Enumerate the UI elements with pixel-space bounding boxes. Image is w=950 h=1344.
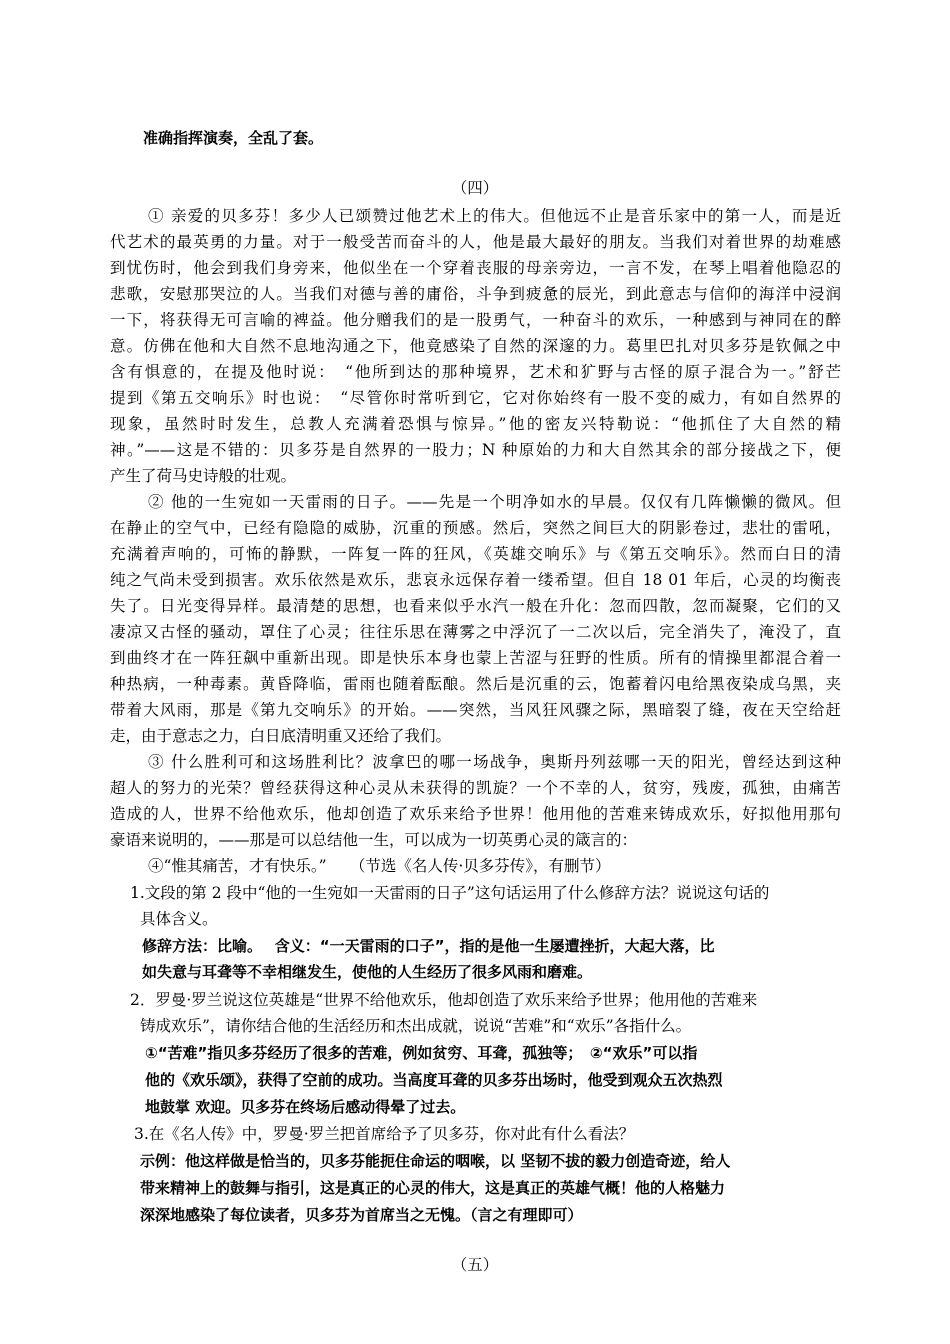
text-line: 提到《第五交响乐》时也说： “尽管你时常听到它，它对你始终有一股不变的威力，有如自然界的: [110, 389, 841, 407]
answer-text: 地鼓掌 欢迎。贝多芬在终场后感动得晕了过去。: [145, 1098, 466, 1116]
previous-answer-line: 准确指挥演奏，全乱了套。: [143, 129, 324, 147]
text-line: 带着大风雨，那是《第九交响乐》的开始。——突然，当风狂风骤之际，黑暗裂了缝，夜在天空给赶: [110, 701, 841, 719]
text-line: 充满着声响的，可怖的静默，一阵复一阵的狂风，《英雄交响乐》与《第五交响乐》。然而白日的清: [110, 545, 841, 563]
text-line: 走，由于意志之力，白日底清明重又还给了我们。: [110, 727, 452, 745]
question-text: 3.在《名人传》中，罗曼·罗兰把首席给予了贝多芬，你对此有什么看法？: [134, 1125, 635, 1143]
text-line: 产生了荷马史诗般的壮观。: [110, 467, 297, 485]
answer-text: 他的《欢乐颂》，获得了空前的成功。当高度耳聋的贝多芬出场时，他受到观众五次热烈: [145, 1071, 723, 1089]
question-text: 1.文段的第 2 段中“他的一生宛如一天雷雨的日子”这句话运用了什么修辞方法？说说这句话的: [130, 884, 770, 902]
text-line: ① 亲爱的贝多芬！多少人已颂赞过他艺术上的伟大。但他远不止是音乐家中的第一人，而是近: [148, 207, 841, 225]
answer-text: 如失意与耳聋等不幸相继发生，使他的人生经历了很多风雨和磨难。: [142, 963, 593, 981]
text-line: 意。仿佛在他和大自然不息地沟通之下，他竟感染了自然的深邃的力。葛里巴扎对贝多芬是钦佩之中: [110, 337, 841, 355]
answer-text: ①“苦难”指贝多芬经历了很多的苦难，例如贫穷、耳聋，孤独等； ②“欢乐”可以指: [145, 1044, 698, 1062]
text-line: 豪语来说明的，——那是可以总结他一生，可以成为一切英勇心灵的箴言的：: [110, 831, 638, 849]
text-line: ③ 什么胜利可和这场胜利比？波拿巴的哪一场战争，奥斯丹列兹哪一天的阳光，曾经达到这种: [148, 753, 841, 771]
answer-text: 深深地感染了每位读者，贝多芬为首席当之无愧。（言之有理即可）: [140, 1206, 583, 1224]
question-text: 具体含义。: [140, 910, 218, 928]
question-text: 铸成欢乐”，请你结合他的生活经历和杰出成就，说说“苦难”和“欢乐”各指什么。: [140, 1017, 692, 1035]
text-line: 纯之气尚未受到损害。欢乐依然是欢乐，悲哀永远保存着一缕希望。但自 18 01 年后，心灵的均衡丧: [110, 571, 841, 589]
section-heading-4: （四）: [451, 179, 499, 197]
text-line: 神。”——这是不错的：贝多芬是自然界的一股力；N 种原始的力和大自然其余的部分接战之下，便: [110, 441, 841, 459]
text-line: 含有惧意的，在提及他时说： “他所到达的那种境界，艺术和犷野与古怪的原子混合为一。”舒芒: [110, 363, 841, 381]
quote-line: ④“惟其痛苦，才有快乐。” （节选《名人传·贝多芬传》，有删节）: [148, 857, 611, 875]
text-line: 凄凉又古怪的骚动，罩住了心灵；往往乐思在薄雾之中浮沉了一二次以后，完全消失了，淹没了，直: [110, 623, 841, 641]
text-line: 种热病，一种毒素。黄昏降临，雷雨也随着酝酿。然后是沉重的云，饱蓄着闪电给黑夜染成乌黑，夹: [110, 675, 841, 693]
text-line: ② 他的一生宛如一天雷雨的日子。——先是一个明净如水的早晨。仅仅有几阵懒懒的微风。但: [148, 493, 841, 511]
answer-text: 修辞方法：比喻。 含义：“一天雷雨的口子”，指的是他一生屡遭挫折，大起大落，比: [142, 937, 715, 955]
text-line: 悲歌，安慰那哭泣的人。当我们对德与善的庸俗，斗争到疲惫的辰光，到此意志与信仰的海洋中浸润: [110, 285, 841, 303]
text-line: 到曲终才在一阵狂飙中重新出现。即是快乐本身也蒙上苦涩与狂野的性质。所有的情操里都混合着一: [110, 649, 841, 667]
text-line: 超人的努力的光荣？曾经获得这种心灵从未获得的凯旋？一个不幸的人，贫穷，残废，孤独，由痛苦: [110, 779, 841, 797]
question-text: 2．罗曼·罗兰说这位英雄是“世界不给他欢乐，他却创造了欢乐来给予世界；他用他的苦难来: [130, 991, 758, 1009]
text-line: 造成的人，世界不给他欢乐，他却创造了欢乐来给予世界！他用他的苦难来铸成欢乐，好拟他用那句: [110, 805, 841, 823]
text-line: 失了。日光变得异样。最清楚的思想，也看来似乎水汽一般在升化：忽而四散，忽而凝聚，它们的又: [110, 597, 841, 615]
text-line: 代艺术的最英勇的力量。对于一般受苦而奋斗的人，他是最大最好的朋友。当我们对着世界的劫难感: [110, 233, 841, 251]
text-line: 到忧伤时，他会到我们身旁来，他似坐在一个穿着丧服的母亲旁边，一言不发，在琴上唱着他隐忍的: [110, 259, 841, 277]
text-line: 在静止的空气中，已经有隐隐的威胁，沉重的预感。然后，突然之间巨大的阴影卷过，悲壮的雷吼，: [110, 519, 841, 537]
answer-text: 示例：他这样做是恰当的，贝多芬能扼住命运的咽喉，以 坚韧不拔的毅力创造奇迹，给人: [140, 1152, 731, 1170]
section-heading-5: （五）: [451, 1256, 499, 1274]
text-line: 一下，将获得无可言喻的裨益。他分赠我们的是一股勇气，一种奋斗的欢乐，一种感到与神同在的醉: [110, 311, 841, 329]
answer-text: 带来精神上的鼓舞与指引，这是真正的心灵的伟大，这是真正的英雄气概！他的人格魅力: [140, 1179, 726, 1197]
text-line: 现象，虽然时时发生，总教人充满着恐惧与惊异。”他的密友兴特勒说：“他抓住了大自然的精: [110, 415, 841, 433]
